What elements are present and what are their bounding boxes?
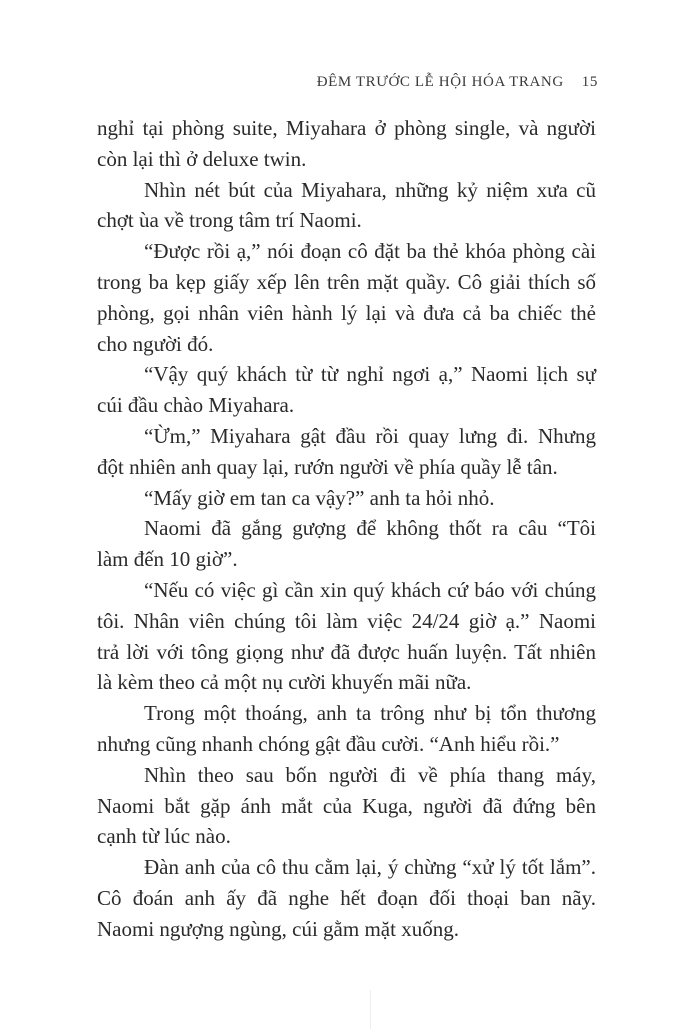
text-line: Nhìn theo sau bốn người đi về phía thang máy, [144,762,596,787]
text-line: Naomi bắt gặp ánh mắt của Kuga, người đã đứng bên [97,793,596,818]
text-line: cho người đó. [97,331,214,356]
text-line: là kèm theo cả một nụ cười khuyến mãi nữa. [97,670,472,695]
text-line: Đàn anh của cô thu cằm lại, ý chừng “xử lý tốt lắm”. [144,855,596,880]
text-line: trong ba kẹp giấy xếp lên trên mặt quầy. Cô giải thích số [97,269,596,294]
text-line: “Được rồi ạ,” nói đoạn cô đặt ba thẻ khóa phòng cài [144,239,596,264]
text-line: chợt ùa về trong tâm trí Naomi. [97,208,362,233]
text-line: làm đến 10 giờ”. [97,547,238,572]
text-line: Naomi đã gắng gượng để không thốt ra câu “Tôi [144,516,596,541]
text-line: tôi. Nhân viên chúng tôi làm việc 24/24 giờ ạ.” Naomi [97,608,596,633]
text-line: “Nếu có việc gì cần xin quý khách cứ báo với chúng [144,577,596,602]
text-line: trả lời với tông giọng như đã được huấn luyện. Tất nhiên [97,639,596,664]
text-line: nghỉ tại phòng suite, Miyahara ở phòng single, và người [97,116,596,140]
body-text [97,113,596,945]
page-number: 15 [581,74,598,90]
chapter-title: ĐÊM TRƯỚC LỄ HỘI HÓA TRANG [316,74,564,90]
text-line: cạnh từ lúc nào. [97,824,231,849]
binding-gutter-line [370,990,371,1029]
text-line: Cô đoán anh ấy đã nghe hết đoạn đối thoại ban nãy. [97,885,596,910]
text-line: “Mấy giờ em tan ca vậy?” anh ta hỏi nhỏ. [144,485,495,510]
running-header [317,74,598,91]
text-line: còn lại thì ở deluxe twin. [97,146,307,171]
text-line: Naomi ngượng ngùng, cúi gằm mặt xuống. [97,916,459,941]
text-line: nhưng cũng nhanh chóng gật đầu cười. “Anh hiểu rồi.” [97,731,560,756]
text-line: đột nhiên anh quay lại, rướn người về phía quầy lễ tân. [97,454,558,479]
text-line: cúi đầu chào Miyahara. [97,393,295,418]
text-line: “Vậy quý khách từ từ nghỉ ngơi ạ,” Naomi lịch sự [144,362,596,387]
text-line: Nhìn nét bút của Miyahara, những kỷ niệm xưa cũ [144,177,596,202]
text-line: “Ừm,” Miyahara gật đầu rồi quay lưng đi. Nhưng [144,423,596,448]
text-line: phòng, gọi nhân viên hành lý lại và đưa cả ba chiếc thẻ [97,300,596,325]
text-line: Trong một thoáng, anh ta trông như bị tổn thương [144,701,596,726]
